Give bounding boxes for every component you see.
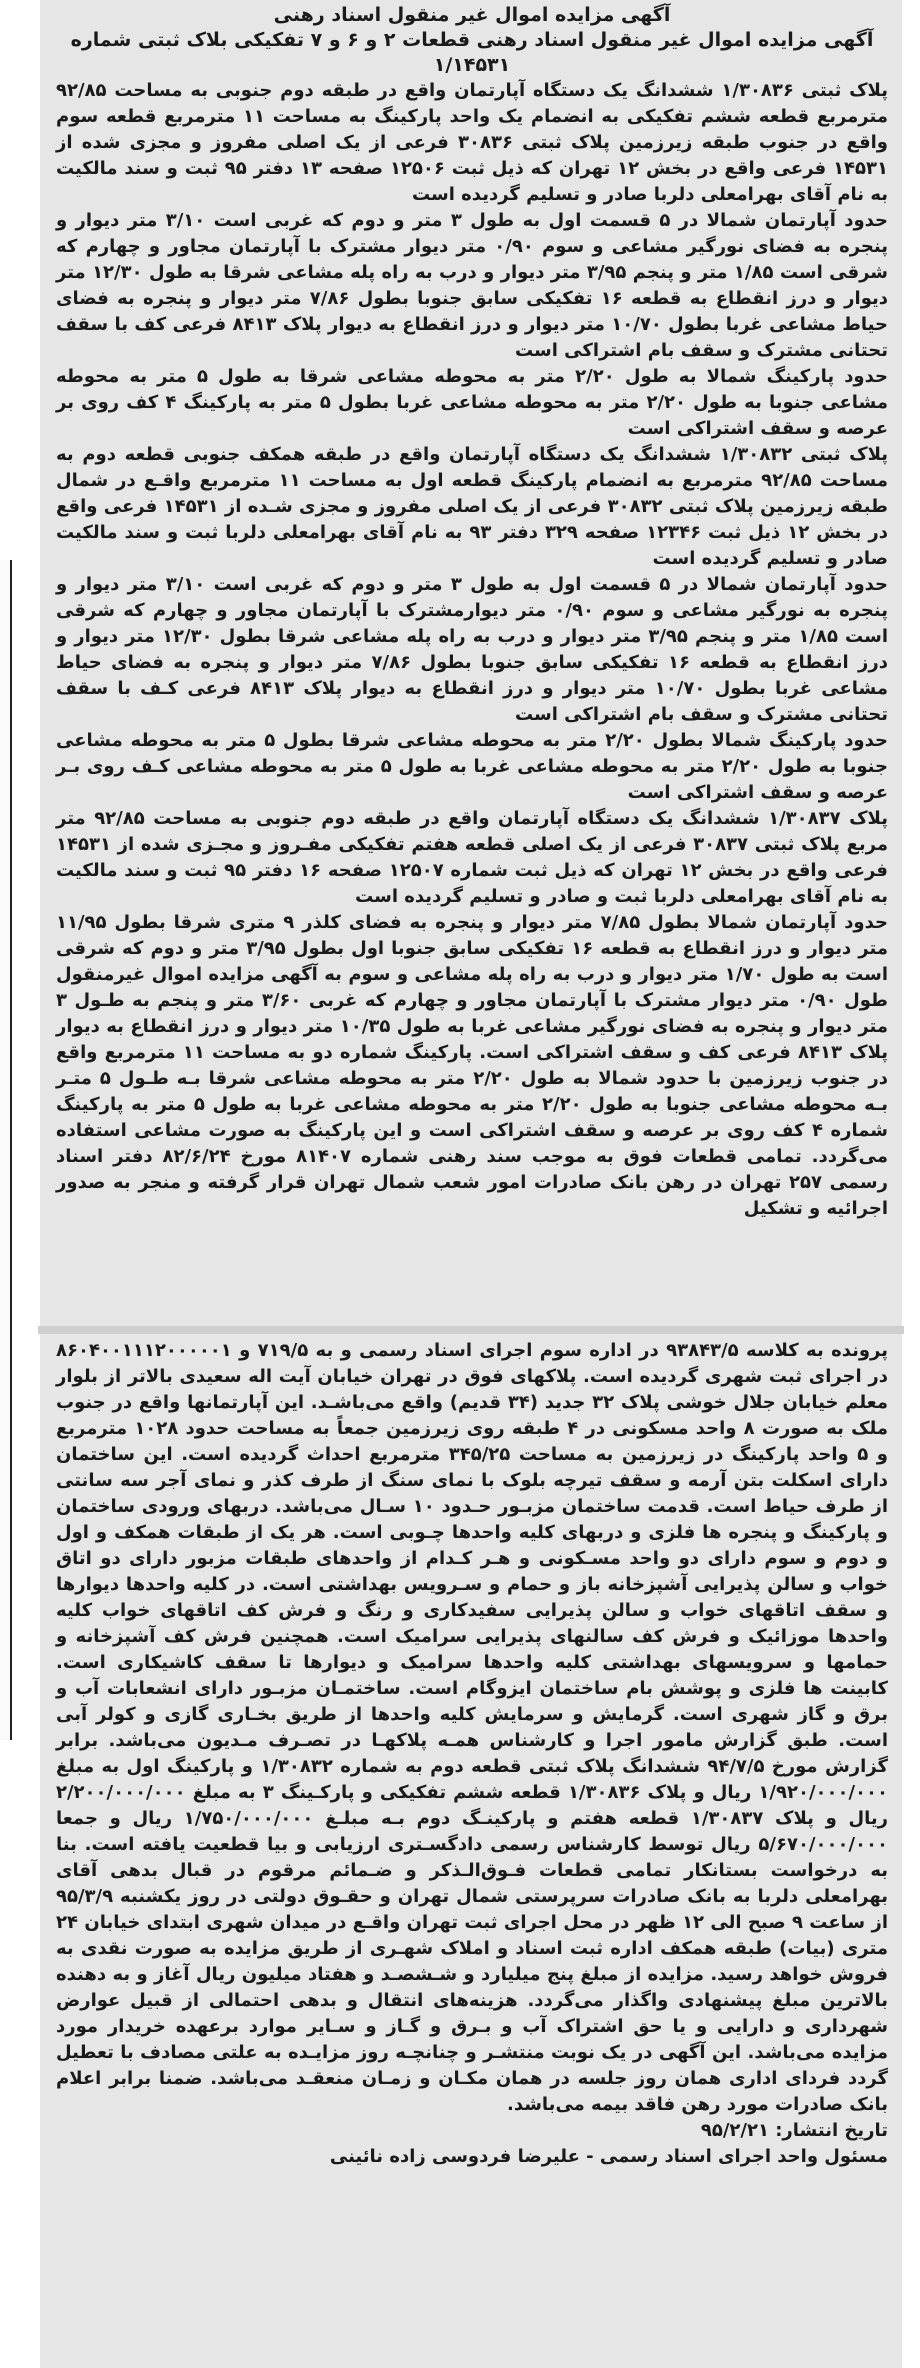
clipping-edge	[0, 560, 12, 1740]
paragraph-apartment-bounds-3: حدود آپارتمان شمالا بطول ۷/۸۵ متر دیوار و پنجره به فضای کلذر ۹ متری شرقا بطول ۱۱/۹۵ متر دیوار و درز انقطاع به قطعه ۱۶ تفکیکی سابق جنوبا اول بطول ۳/۹۵ متر و دوم که شرقی است به طول ۱/۷۰ متر دیوار و درب به راه پله مشاعی و سوم به آگهی مزایده اموال غیرمنقول طول ۰/۹۰ متر دیوار مشترک با آپارتمان مجاور و چهارم که غربی ۳/۶۰ متر و پنجم به طـول ۳ متر دیوار و پنجره به فضای نورگیر مشاعی غربا به طول ۱۰/۳۵ متر دیوار و درز انقطاع به دیوار پلاک ۸۴۱۳ فرعی کف و سقف اشتراکی است. پارکینگ شماره دو به مساحت ۱۱ مترمربع واقع در جنوب زیرزمین با حدود شمالا به طول ۲/۲۰ متر به محوطه مشاعی شرقا بـه طـول ۵ متـر بـه محوطه مشاعی جنوبا به طول ۲/۲۰ متر به محوطه مشاعی غربا به طول ۵ متر به پارکینگ شماره ۴ کف روی بر عرصه و سقف اشتراکی است و این پارکینگ به صورت مشاعی استفاده می‌گردد. تمامی قطعات فوق به موجب سند رهنی شماره ۸۱۴۰۷ مورخ ۸۲/۶/۲۴ دفتر اسناد رسمی ۲۵۷ تهران در رهن بانک صادرات امور شعب شمال تهران قرار گرفته و منجر به صدور اجرائیه و تشکیل	[56, 912, 889, 1219]
paragraph-plate-30837: پلاک ۱/۳۰۸۳۷ ششدانگ یک دستگاه آپارتمان واقع در طبقه دوم جنوبی به مساحت ۹۲/۸۵ متر مربع پلاک ثبتی ۳۰۸۳۷ فرعی از یک اصلی قطعه هفتم تفکیکی مفـروز و مجـزی شده از ۱۴۵۳۱ فرعی واقع در بخش ۱۲ تهران که ذیل ثبت شماره ۱۲۵۰۷ صفحه ۱۶ دفتر ۹۵ ثبت و سند مالکیت به نام آقای بهرامعلی دلربا ثبت و صادر و تسلیم گردیده است	[56, 808, 889, 907]
paragraph-plate-30836: پلاک ثبتی ۱/۳۰۸۳۶ ششدانگ یک دستگاه آپارتمان واقع در طبقه دوم جنوبی به مساحت ۹۲/۸۵ مترمربع قطعه ششم تفکیکی به انضمام یک واحد پارکینگ به مساحت ۱۱ مترمربع قطعه سوم واقع در جنوب طبقه زیرزمین پلاک ثبتی ۳۰۸۳۶ فرعی از یک اصلی مفروز و مجزی شده از ۱۴۵۳۱ فرعی واقع در بخش ۱۲ تهران که ذیل ثبت ۱۲۵۰۶ صفحه ۱۳ دفتر ۹۵ ثبت و سند مالکیت به نام آقای بهرامعلی دلربا صادر و تسلیم گردیده است	[56, 80, 888, 205]
paragraph-parking-bounds-2: حدود پارکینگ شمالا بطول ۲/۲۰ متر به محوطه مشاعی شرقا بطول ۵ متر به محوطه مشاعی جنوبا به طول ۲/۲۰ متر به محوطه مشاعی غربا به طول ۵ متر به محوطه مشاعی کـف روی بـر عرصه و سقف اشتراکی است	[56, 730, 888, 803]
paragraph-case-details: پرونده به کلاسه ۹۳۸۴۳/۵ در اداره سوم اجرای اسناد رسمی و به ۷۱۹/۵ و ۸۶۰۴۰۰۱۱۱۲۰۰۰۰۰۱ در اجرای ثبت شهری گردیده است. پلاکهای فوق در تهران خیابان آیت اله سعیدی بالاتر از بلوار معلم خیابان جلال خوشی پلاک ۳۲ جدید (۳۴ قدیم) واقع می‌باشـد. این آپارتمانها واقع در جنوب ملک به صورت ۸ واحد مسکونی در ۴ طبقه روی زیرزمین جمعاً به مساحت حدود ۱۰۲۸ مترمربع و ۵ واحد پارکینگ در زیرزمین به مساحت ۳۴۵/۲۵ مترمربع احداث گردیده است. این ساختمان دارای اسکلت بتن آرمه و سقف تیرچه بلوک با نمای سنگ از طرف کذر و نمای آجر سه سانتی از طرف حیاط است. قدمت ساختمان مزبـور حـدود ۱۰ سـال می‌باشد. دربهای ورودی ساختمان و پارکینگ و پنجره ها فلزی و دربهای کلیه واحدها چـوبی است. هر یک از طبقات همکف و اول و دوم و سوم دارای دو واحد مسـکونی و هـر کـدام از واحدهای طبقات مزبور دارای دو اتاق خواب و سالن پذیرایی آشپزخانه باز و حمام و سـرویس بهداشتی است. در کلیه واحدها دیوارها و سقف اتاقهای خواب و سالن پذیرایی سفیدکاری و رنگ و فرش کف اتاقهای خواب کلیه واحدها موزائیک و فرش کف سالنهای پذیرایی سرامیک است. همچنین فرش کف آشپزخانه و حمامها و سرویسهای بهداشتی کلیه واحدها سرامیک و دیوارها تا سقف کاشیکاری است. کابینت ها فلزی و پوشش بام ساختمان ایزوگام است. ساختمـان مزبـور دارای انشعابات آب و برق و گاز شهری است. گرمایش و سرمایش کلیه واحدها از طریق بخـاری گازی و کولر آبی است. طبق گزارش مامور اجرا و کارشناس همـه پلاکهـا در تصـرف مـدیون می‌باشد. برابر گزارش مورخ ۹۴/۷/۵ ششدانگ پلاک ثبتی قطعه دوم به شماره ۱/۳۰۸۳۲ و پارکینگ اول به مبلغ ۱/۹۲۰/۰۰۰/۰۰۰ ریال و پلاک ۱/۳۰۸۳۶ قطعه ششم تفکیکی و پارکـینگ ۳ به مبلغ ۲/۲۰۰/۰۰۰/۰۰۰ ریال و پلاک ۱/۳۰۸۳۷ قطعه هفتم و پارکینـگ دوم بـه مبلـغ ۱/۷۵۰/۰۰۰/۰۰۰ ریال و جمعا ۵/۶۷۰/۰۰۰/۰۰۰ ریال توسط کارشناس رسمی دادگسـتری ارزیابی و بیا قطعیت یافته است. بنا به درخواست بستانکار تمامی قطعات فـوق‌الـذکر و ضـمائم مرقوم در قبال بدهی آقای بهرامعلی دلربا به بانک صادرات سرپرستی شمال تهران و حقـوق دولتی در روز یکشنبه ۹۵/۳/۹ از ساعت ۹ صبح الی ۱۲ ظهر در محل اجرای ثبت تهران واقـع در میدان شهری ابتدای خیابان ۲۴ متری (بیات) طبقه همکف اداره ثبت اسناد و املاک شهـری از طریق مزایده به صورت نقدی به فروش خواهد رسید. مزایده از مبلغ پنج میلیارد و شـشصـد و هفتاد میلیون ریال آغاز و به دهنده بالاترین مبلغ پیشنهادی واگذار می‌گردد. هزینه‌های انتقال و بدهی احتمالی از قبیل عوارض شهرداری و دارایی و یا حق اشتراک آب و بـرق و گـاز و سـایر موارد برعهده خریدار مورد مزایده می‌باشد. این آگهی در یک نوبت منتشـر و چنانچـه روز مزایـده به علتی مصادف با تعطیل گردد فردای اداری همان روز جلسه در همان مکـان و زمـان منعقـد می‌باشد. ضمنا برابر اعلام بانک صادرات مورد رهن فاقد بیمه می‌باشد.	[56, 1340, 889, 2115]
paragraph-apartment-bounds-1: حدود آپارتمان شمالا در ۵ قسمت اول به طول ۳ متر و دوم که غربی است ۳/۱۰ متر دیوار و پنجره به فضای نورگیر مشاعی و سوم ۰/۹۰ متر دیوار مشترک با آپارتمان مجاور و چهارم که شرقی است ۱/۸۵ متر و پنجم ۳/۹۵ متر دیوار و درب به راه پله مشاعی شرقا به طول ۱۲/۳۰ متر دیوار و درز انقطاع به قطعه ۱۶ تفکیکی سابق جنوبا بطول ۷/۸۶ متر دیوار و پنجره به فضای حیاط مشاعی غربا بطول ۱۰/۷۰ متر دیوار و درز انقطاع به دیوار پلاک ۸۴۱۳ فرعی کف با سقف تحتانی مشترک و سقف بام اشتراکی است	[56, 210, 889, 361]
paragraph-parking-bounds-1: حدود پارکینگ شمالا به طول ۲/۲۰ متر به محوطه مشاعی شرقا به طول ۵ متر به محوطه مشاعی جنوبا به طول ۲/۲۰ متر به محوطه مشاعی غربا بطول ۵ متر به پارکینگ ۴ کف روی بر عرصه و سقف اشتراکی است	[56, 366, 889, 439]
publish-date: تاریخ انتشار: ۹۵/۲/۲۱	[700, 2120, 888, 2141]
notice-bottom-column	[52, 1338, 892, 2170]
signature: مسئول واحد اجرای اسناد رسمی - علیرضا فردوسی زاده نائینی	[329, 2146, 888, 2167]
notice-header: آگهی مزایده اموال غیر منقول اسناد رهنی	[273, 4, 671, 26]
paragraph-plate-30832: پلاک ثبتی ۱/۳۰۸۳۲ ششدانگ یک دستگاه آپارتمان واقع در طبقه همکف جنوبی قطعه دوم به مساحت ۹۲/۸۵ مترمربع به انضمام پارکینگ قطعه اول به مساحت ۱۱ مترمربع واقـع در شمال طبقه زیرزمین پلاک ثبتی ۳۰۸۳۲ فرعی از یک اصلی مفروز و مجزی شـده از ۱۴۵۳۱ فرعی واقع در بخش ۱۲ ذیل ثبت ۱۲۳۴۶ صفحه ۳۲۹ دفتر ۹۳ به نام آقای بهرامعلی دلربا ثبت و سند مالکیت صادر و تسلیم گردیده است	[56, 444, 889, 569]
notice-subheader: آگهی مزایده اموال غیر منقول اسناد رهنی قطعات ۲ و ۶ و ۷ تفکیکی بلاک ثبتی شماره ۱/۱۴۵۳۱	[70, 29, 874, 76]
notice-top-column	[52, 0, 892, 1222]
column-separator	[38, 1326, 904, 1334]
paragraph-apartment-bounds-2: حدود آپارتمان شمالا در ۵ قسمت اول به طول ۳ متر و دوم که غربی است ۳/۱۰ متر دیوار و پنجره به نورگیر مشاعی و سوم ۰/۹۰ متر دیوارمشترک با آپارتمان مجاور و چهارم که شرقی است ۱/۸۵ متر و پنجم ۳/۹۵ متر دیوار و درب به راه پله مشاعی شرقا بطول ۱۲/۳۰ متر دیوار و درز انقطاع به قطعه ۱۶ تفکیکی سابق جنوبا بطول ۷/۸۶ متر دیوار و پنجره به فضای حیاط مشاعی غربا بطول ۱۰/۷۰ متر دیوار و درز انقطاع به دیوار پلاک ۸۴۱۳ فرعی کـف با سقف تحتانی مشترک و سقف بام اشتراکی است	[56, 574, 889, 725]
